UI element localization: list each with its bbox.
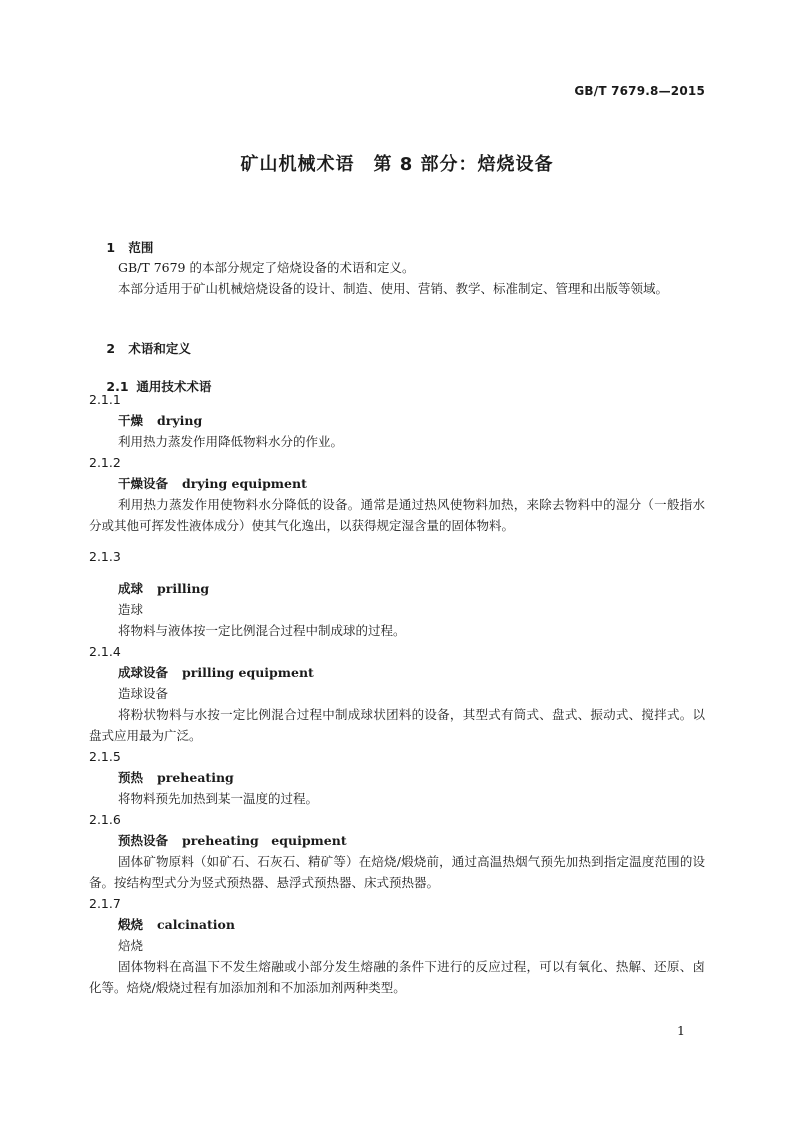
term-name-en: calcination (157, 917, 235, 932)
term-name-cn: 成球 (118, 581, 144, 596)
subsection-title: 通用技术术语 (136, 379, 212, 394)
term-name-en: drying (157, 413, 203, 428)
term-number: 2.1.4 (89, 644, 121, 659)
term-name-en: prilling equipment (182, 665, 314, 680)
term-name-en: drying equipment (182, 476, 307, 491)
term-name (89, 830, 705, 851)
term-name (89, 410, 705, 431)
term-name-cn: 煅烧 (118, 917, 144, 932)
term-number: 2.1.6 (89, 812, 121, 827)
term-name-cn: 干燥设备 (118, 476, 169, 491)
section-2-number: 2 (106, 341, 116, 356)
term-name-cn: 预热设备 (118, 833, 169, 848)
term-name-en: preheating (157, 770, 234, 785)
term-number: 2.1.1 (89, 392, 121, 407)
term-definition: 固体物料在高温下不发生熔融或小部分发生熔融的条件下进行的反应过程，可以有氧化、热解、还原、卤化等。焙烧/煅烧过程有加添加剂和不加添加剂两种类型。 (89, 959, 705, 995)
term-synonym: 造球 (118, 602, 144, 617)
section-1-title: 范围 (128, 240, 154, 255)
document-body (89, 218, 705, 998)
section-2-heading (89, 319, 705, 356)
term-name (89, 473, 705, 494)
term-definition: 将物料与液体按一定比例混合过程中制成球的过程。 (118, 623, 406, 638)
scope-paragraph: 本部分适用于矿山机械焙烧设备的设计、制造、使用、营销、教学、标准制定、管理和出版等领域。 (118, 281, 669, 296)
term-number: 2.1.7 (89, 896, 121, 911)
term-name (89, 662, 705, 683)
term-synonym: 焙烧 (118, 938, 144, 953)
term-number: 2.1.3 (89, 549, 121, 564)
section-1-number: 1 (106, 240, 116, 255)
document-title: 矿山机械术语 第 8 部分：焙烧设备 (240, 154, 554, 175)
term-name-en: preheating equipment (182, 833, 347, 848)
term-name-cn: 干燥 (118, 413, 144, 428)
term-definition: 利用热力蒸发作用降低物料水分的作业。 (118, 434, 344, 449)
scope-paragraph: GB/T 7679 的本部分规定了焙烧设备的术语和定义。 (118, 260, 415, 275)
page-number: 1 (677, 1023, 685, 1038)
term-definition: 将粉状物料与水按一定比例混合过程中制成球状团料的设备，其型式有筒式、盘式、振动式、搅拌式。以盘式应用最为广泛。 (89, 707, 705, 743)
term-definition: 固体矿物原料（如矿石、石灰石、精矿等）在焙烧/煅烧前，通过高温热烟气预先加热到指定温度范围的设备。按结构型式分为竖式预热器、悬浮式预热器、床式预热器。 (89, 854, 705, 890)
term-name (89, 767, 705, 788)
section-2-title: 术语和定义 (128, 341, 191, 356)
term-definition: 利用热力蒸发作用使物料水分降低的设备。通常是通过热风使物料加热，来除去物料中的湿分（一般指水分或其他可挥发性液体成分）使其气化逸出，以获得规定湿含量的固体物料。 (89, 497, 705, 533)
term-definition: 将物料预先加热到某一温度的过程。 (118, 791, 319, 806)
subsection-2-1-heading (89, 357, 705, 394)
subsection-number: 2.1 (106, 379, 129, 394)
standard-code: GB/T 7679.8—2015 (574, 84, 705, 98)
term-name-cn: 预热 (118, 770, 144, 785)
term-name (89, 578, 705, 599)
term-number: 2.1.5 (89, 749, 121, 764)
term-name-cn: 成球设备 (118, 665, 169, 680)
term-name (89, 914, 705, 935)
term-number: 2.1.2 (89, 455, 121, 470)
section-1-heading (89, 218, 705, 255)
term-name-en: prilling (157, 581, 210, 596)
term-synonym: 造球设备 (118, 686, 169, 701)
